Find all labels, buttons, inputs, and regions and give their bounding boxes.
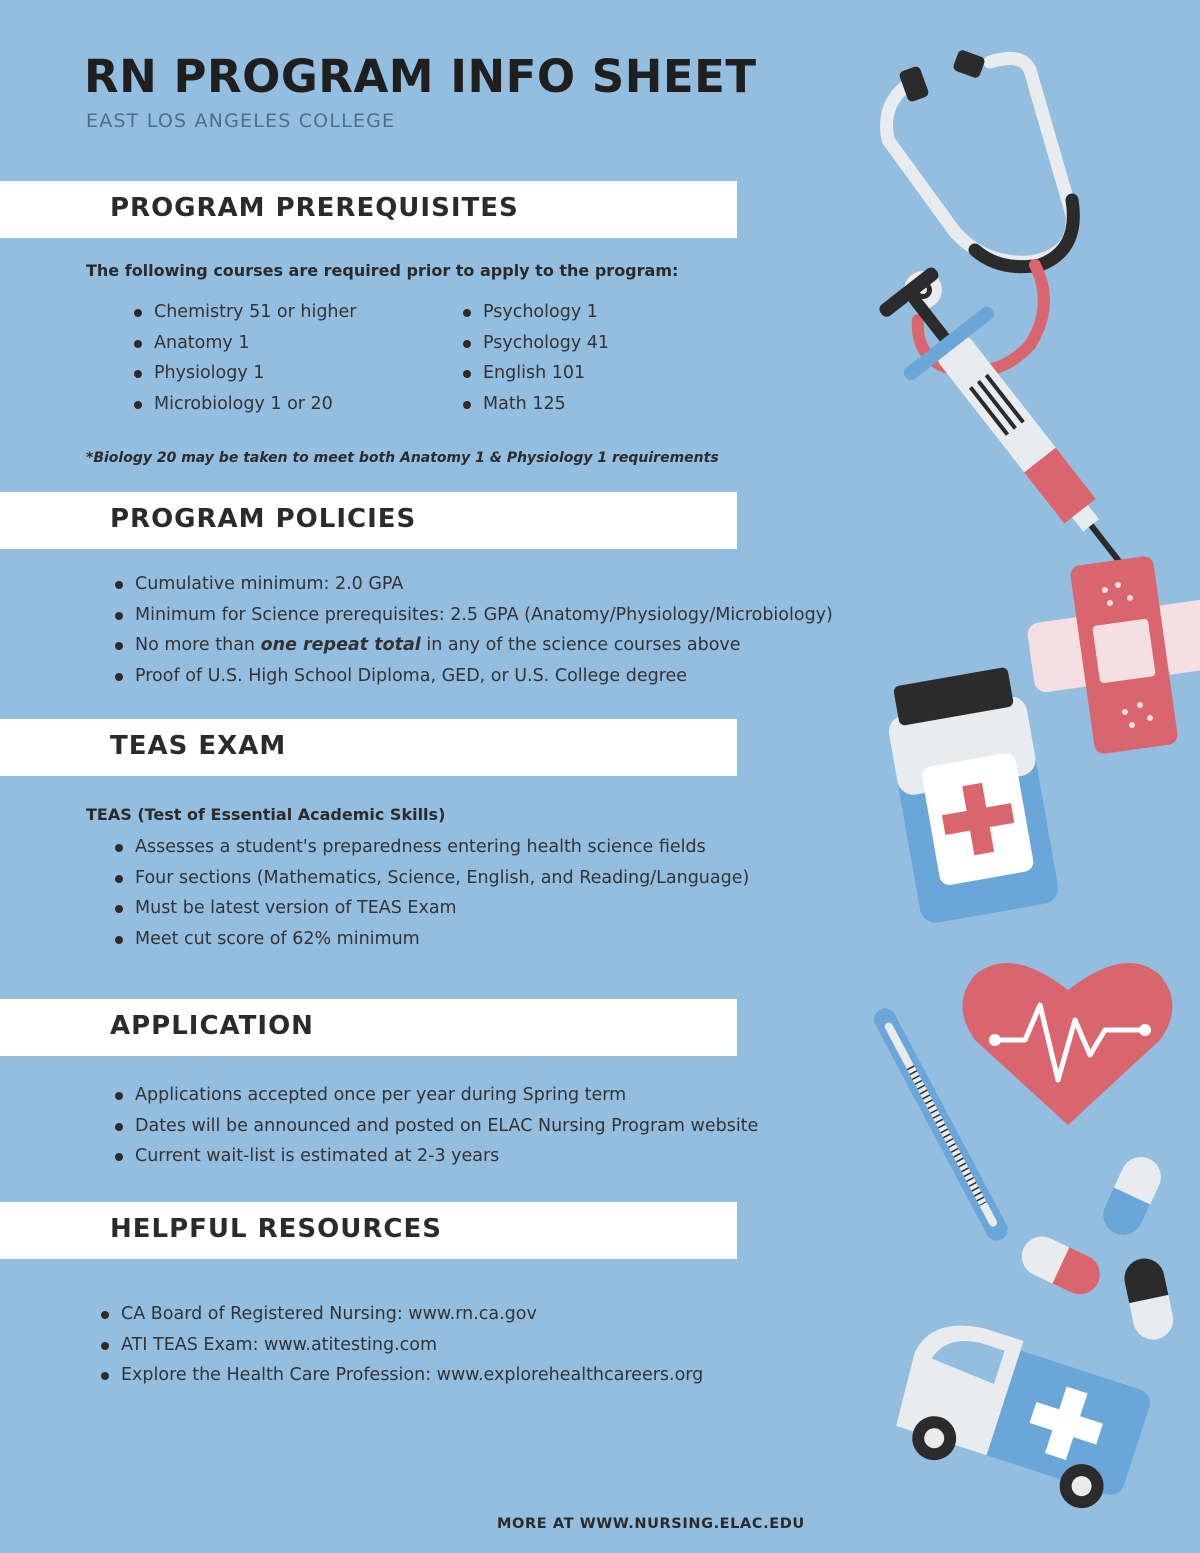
list-item: Minimum for Science prerequisites: 2.5 GPA (Anatomy/Physiology/Microbiology) (115, 600, 833, 631)
page-title: RN PROGRAM INFO SHEET (84, 50, 757, 103)
section-heading-resources: HELPFUL RESOURCES (110, 1214, 442, 1244)
section-heading-application: APPLICATION (110, 1011, 314, 1041)
teas-intro: TEAS (Test of Essential Academic Skills) (86, 805, 446, 824)
heart-rate-icon (963, 963, 1173, 1125)
list-item: Applications accepted once per year during Spring term (115, 1080, 758, 1111)
list-item: English 101 (463, 358, 609, 389)
list-item: Assesses a student's preparedness entering health science fields (115, 832, 749, 863)
section-heading-prerequisites: PROGRAM PREREQUISITES (110, 193, 519, 223)
medicine-bottle-icon (881, 665, 1061, 926)
list-item: Psychology 41 (463, 328, 609, 359)
prerequisites-note: *Biology 20 may be taken to meet both Anatomy 1 & Physiology 1 requirements (86, 450, 719, 466)
list-item: Math 125 (463, 389, 609, 420)
prerequisites-intro: The following courses are required prior to apply to the program: (86, 261, 679, 280)
list-item: Anatomy 1 (134, 328, 357, 359)
pill-icon (1015, 1150, 1177, 1343)
footer-website: MORE AT WWW.NURSING.ELAC.EDU (497, 1516, 805, 1532)
list-item: Chemistry 51 or higher (134, 297, 357, 328)
bandage-icon (1026, 555, 1200, 755)
list-item: Must be latest version of TEAS Exam (115, 893, 749, 924)
list-item: Current wait-list is estimated at 2-3 years (115, 1141, 758, 1172)
repeat-text-before: No more than (135, 635, 261, 655)
syringe-icon (861, 253, 1171, 607)
list-item: Proof of U.S. High School Diploma, GED, or U.S. College degree (115, 661, 833, 692)
list-item: Psychology 1 (463, 297, 609, 328)
list-item: Physiology 1 (134, 358, 357, 389)
list-item: CA Board of Registered Nursing: www.rn.ca.gov (101, 1299, 703, 1330)
list-item: Four sections (Mathematics, Science, English, and Reading/Language) (115, 863, 749, 894)
list-item: Cumulative minimum: 2.0 GPA (115, 569, 833, 600)
ambulance-icon (885, 1310, 1157, 1519)
section-heading-policies: PROGRAM POLICIES (110, 504, 417, 534)
college-name: EAST LOS ANGELES COLLEGE (86, 110, 396, 132)
repeat-emphasis: one repeat total (260, 635, 421, 655)
list-item: Explore the Health Care Profession: www.explorehealthcareers.org (101, 1360, 703, 1391)
repeat-text-after: in any of the science courses above (420, 635, 741, 655)
list-item: ATI TEAS Exam: www.atitesting.com (101, 1330, 703, 1361)
list-item: Dates will be announced and posted on ELAC Nursing Program website (115, 1111, 758, 1142)
list-item: Microbiology 1 or 20 (134, 389, 357, 420)
list-item: Meet cut score of 62% minimum (115, 924, 749, 955)
section-heading-teas: TEAS EXAM (110, 731, 287, 761)
